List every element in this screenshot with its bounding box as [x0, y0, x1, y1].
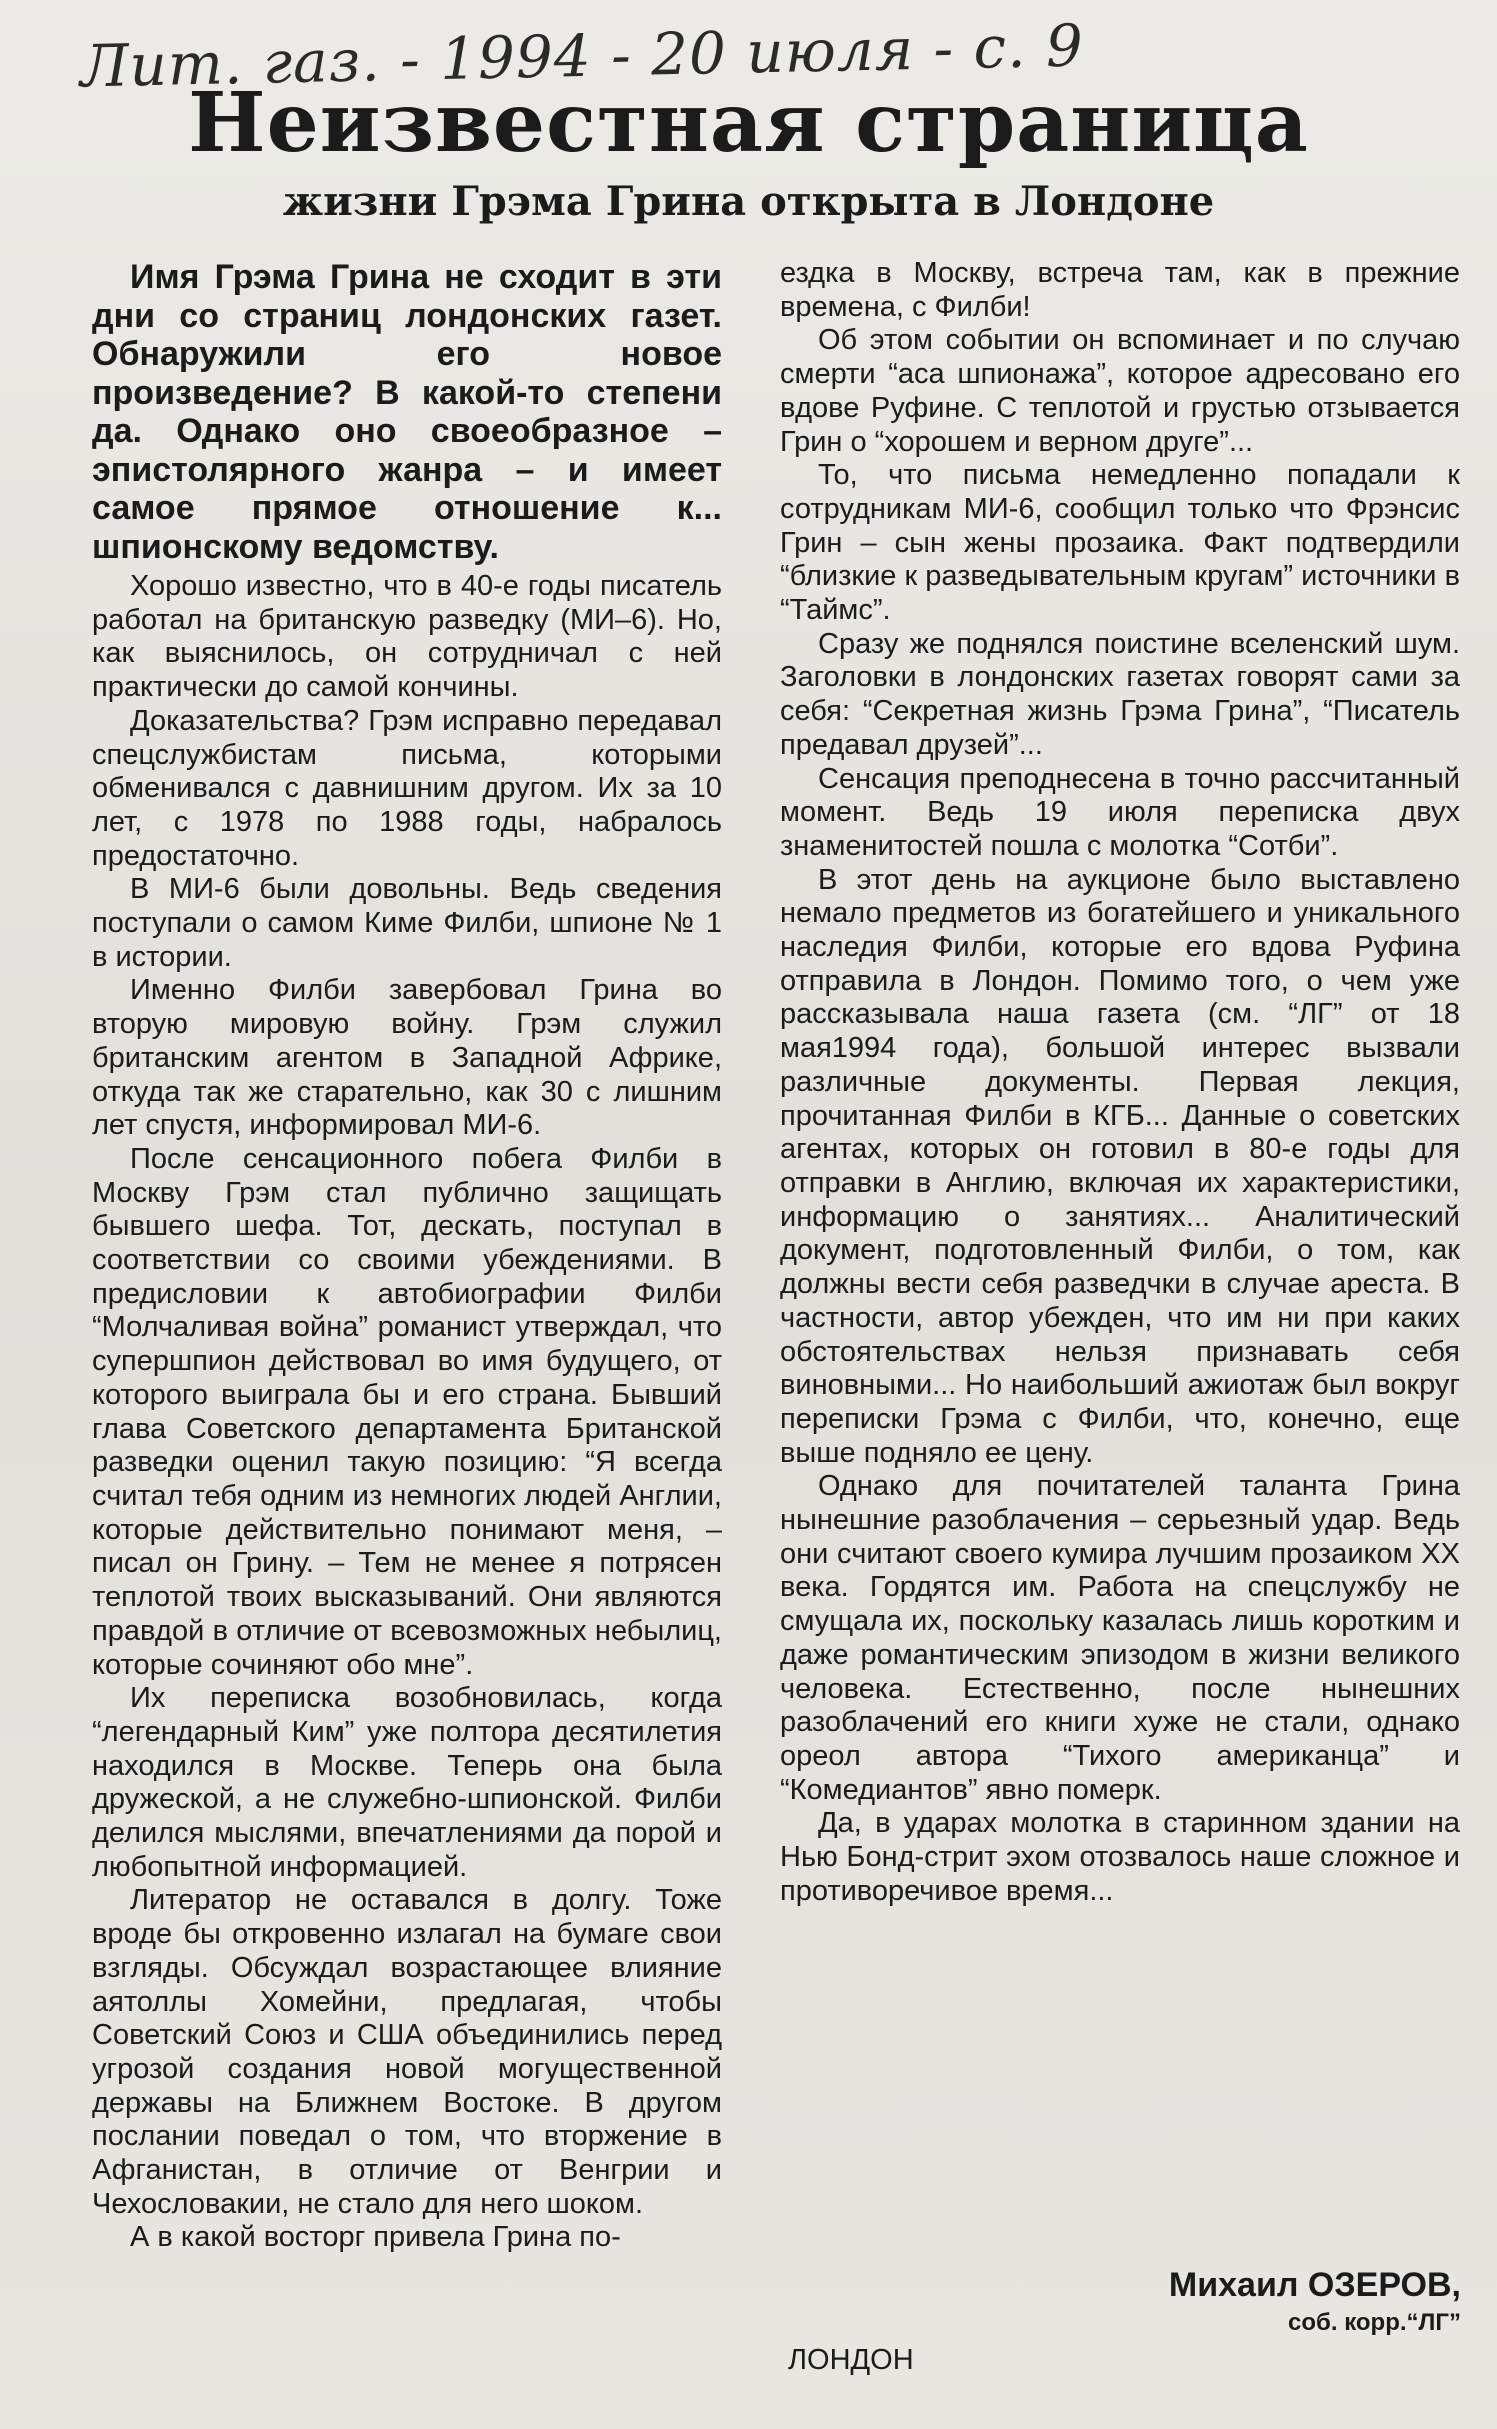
author-signature — [1169, 2264, 1461, 2340]
lead-paragraph: Имя Грэма Грина не сходит в эти дни со страниц лондонских газет. Обнаружили его новое произведение? В какой-то степени да. Однако оно своеобразное – эпистолярного жанра – и имеет самое прямое отношение к... шпионскому ведомству. — [92, 258, 722, 566]
body-paragraph: В этот день на аукционе было выставлено немало предметов из богатейшего и уникального наследия Филби, которые его вдова Руфина отправила в Лондон. Помимо того, о чем уже рассказывала наша газета (см. “ЛГ” от 18 мая1994 года), большой интерес вызвали различные документы. Первая лекция, прочитанная Филби в КГБ... Данные о советских агентах, которых он готовил в 80-е годы для отправки в Англию, включая их характеристики, информацию о занятиях... Аналитический документ, подготовленный Филби, о том, как должны вести себя разведчки в случае ареста. В частности, автор убежден, что им ни при каких обстоятельствах нельзя признавать себя виновными... Но наибольший ажиотаж был вокруг переписки Грэма с Филби, что, конечно, еще выше подняло ее цену. — [780, 863, 1460, 1469]
left-column — [92, 258, 722, 2255]
body-paragraph: Да, в ударах молотка в старинном здании на Нью Бонд-стрит эхом отозвалось наше сложное и противоречивое время... — [780, 1807, 1460, 1907]
body-paragraph: В МИ-6 были довольны. Ведь сведения поступали о самом Киме Филби, шпионе № 1 в истории. — [92, 873, 722, 973]
author-role: соб. корр.“ЛГ” — [1288, 2309, 1461, 2336]
body-paragraph: А в какой восторг привела Грина по- — [130, 2221, 621, 2254]
body-paragraph: После сенсационного побега Филби в Москву Грэм стал публично защищать бывшего шефа. Тот, дескать, поступал в соответствии со своими убеждениями. В предисловии к автобиографии Филби “Молчаливая война” романист утверждал, что супершпион действовал во имя будущего, от которого выиграла бы и его страна. Бывший глава Советского департамента Британской разведки оценил такую позицию: “Я всегда считал тебя одним из немногих людей Англии, которые действительно понимают меня, – писал он Грину. – Тем не менее я потрясен теплотой твоих высказываний. Они являются правдой в отличие от всевозможных небылиц, которые сочиняют обо мне”. — [92, 1142, 722, 1681]
right-column — [780, 257, 1460, 1908]
body-paragraph: Их переписка возобновилась, когда “легендарный Ким” уже полтора десятилетия находился в Москве. Теперь она была дружеской, а не служебно-шпионской. Филби делился мыслями, впечатлениями да порой и любопытной информацией. — [92, 1682, 722, 1883]
article-headline: Неизвестная страница — [188, 75, 1309, 171]
body-paragraph: Хорошо известно, что в 40-е годы писатель работал на британскую разведку (МИ–6). Но, как выяснилось, он сотрудничал с ней практически до самой кончины. — [92, 570, 722, 704]
author-name: Михаил ОЗЕРОВ, — [1168, 2266, 1461, 2304]
body-paragraph: Об этом событии он вспоминает и по случаю смерти “аса шпионажа”, которое адресовано его вдове Руфине. С теплотой и грустью отзывается Грин о “хорошем и верном друге”... — [780, 324, 1460, 458]
body-paragraph: Доказательства? Грэм исправно передавал спецслужбистам письма, которыми обменивался с давнишним другом. Их за 10 лет, с 1978 по 1988 годы, набралось предостаточно. — [92, 704, 722, 872]
article-subheadline: жизни Грэма Грина открыта в Лондоне — [282, 178, 1215, 225]
body-paragraph: То, что письма немедленно попадали к сотрудникам МИ-6, сообщил только что Фрэнсис Грин – сын жены прозаика. Факт подтвердили “близкие к разведывательным кругам” источники в “Таймс”. — [780, 459, 1460, 627]
body-paragraph: Именно Филби завербовал Грина во вторую мировую войну. Грэм служил британским агентом в Западной Африке, откуда так же старательно, как 30 с лишним лет спустя, информировал МИ-6. — [92, 974, 722, 1142]
body-paragraph: Сразу же поднялся поистине вселенский шум. Заголовки в лондонских газетах говорят сами за себя: “Секретная жизнь Грэма Грина”, “Писатель предавал друзей”... — [780, 627, 1460, 761]
body-paragraph: Сенсация преподнесена в точно рассчитанный момент. Ведь 19 июля переписка двух знаменитостей пошла с молотка “Сотби”. — [780, 762, 1460, 862]
body-paragraph: ездка в Москву, встреча там, как в прежние времена, с Филби! — [780, 257, 1460, 323]
dateline: ЛОНДОН — [788, 2344, 914, 2376]
body-paragraph: Однако для почитателей таланта Грина нынешние разоблачения – серьезный удар. Ведь они считают своего кумира лучшим прозаиком XX века. Гордятся им. Работа на спецслужбу не смущала их, поскольку казалась лишь коротким и даже романтическим эпизодом в жизни великого человека. Естественно, после нынешних разоблачений его книги хуже не стали, однако ореол автора “Тихого американца” и “Комедиантов” явно померк. — [780, 1470, 1460, 1806]
body-paragraph: Литератор не оставался в долгу. Тоже вроде бы откровенно излагал на бумаге свои взгляды. Обсуждал возрастающее влияние аятоллы Хомейни, предлагая, чтобы Советский Союз и США объединились перед угрозой создания новой могущественной державы на Ближнем Востоке. В другом послании поведал о том, что вторжение в Афганистан, в отличие от Венгрии и Чехословакии, не стало для него шоком. — [92, 1884, 722, 2220]
handwritten-source-note: Лит. газ. - 1994 - 20 июля - с. 9 — [79, 11, 1085, 101]
